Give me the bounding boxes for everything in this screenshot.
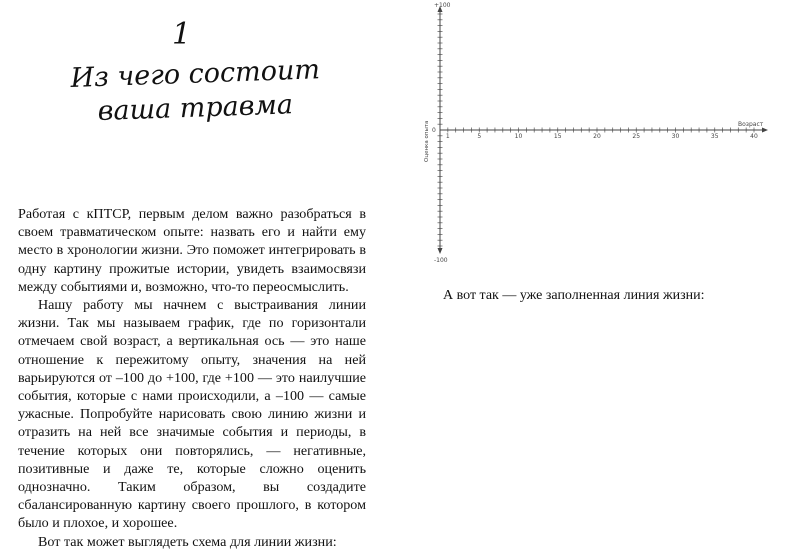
chapter-title-line-1: Из чего состоит bbox=[70, 54, 321, 94]
y-tick-label-zero: 0 bbox=[432, 127, 436, 134]
y-tick-label-top: +100 bbox=[434, 2, 451, 9]
chapter-title-line-2: ваша травма bbox=[97, 89, 294, 128]
x-axis-label: Возраст bbox=[738, 121, 764, 128]
chapter-number: 1 bbox=[172, 17, 192, 52]
x-axis-arrow bbox=[762, 128, 768, 133]
paragraph-scheme-lead: Вот так может выглядеть схема для линии жизни: bbox=[38, 533, 337, 550]
x-tick-labels bbox=[446, 133, 758, 140]
y-tick-label-bottom: -100 bbox=[434, 257, 448, 264]
x-tick-label: 35 bbox=[710, 133, 719, 140]
paragraph-intro: Работая с кПТСР, первым делом важно разобраться в своем травматическом опыте: назвать его и найти ему место в хронологии жизни. Это поможет интегрировать в одну картину прожитые истории, увидеть взаимосвязи между событиями и, возможно, что-то переосмыслить. bbox=[18, 206, 366, 295]
x-tick-label: 30 bbox=[671, 133, 680, 140]
chapter-title bbox=[70, 53, 322, 130]
y-axis-label: Оценка опыта bbox=[424, 120, 430, 162]
paragraph-life-line: Нашу работу мы начнем с выстраивания линии жизни. Так мы называем график, где по горизонтали отмечаем свой возраст, а вертикальная ось — это наше отношение к пережитому опыту, значения на ней варьируются от –100 до +100, где +100 — это наилучшие события, которые с нами происходили, а –100 — самые ужасные. Попробуйте нарисовать свою линию жизни и отразить на ней все значимые события и периоды, в течение которых они повторялись, — негативные, позитивные и даже те, которые сложно оценить однозначно. Таким образом, вы создадите сбалансированную картину своего прошлого, в котором было и плохое, и хорошее. bbox=[18, 297, 366, 532]
x-tick-label: 1 bbox=[445, 133, 450, 140]
x-tick-label: 15 bbox=[553, 133, 562, 140]
x-tick-label: 20 bbox=[593, 133, 601, 140]
x-tick-label: 40 bbox=[750, 133, 758, 140]
x-tick-label: 5 bbox=[477, 133, 482, 140]
x-tick-label: 25 bbox=[632, 133, 641, 140]
y-axis-arrow-bottom bbox=[438, 248, 443, 254]
life-line-chart bbox=[418, 0, 798, 268]
body-text bbox=[18, 205, 366, 551]
chart-caption: А вот так — уже заполненная линия жизни: bbox=[443, 288, 705, 303]
x-tick-label: 10 bbox=[514, 133, 523, 140]
